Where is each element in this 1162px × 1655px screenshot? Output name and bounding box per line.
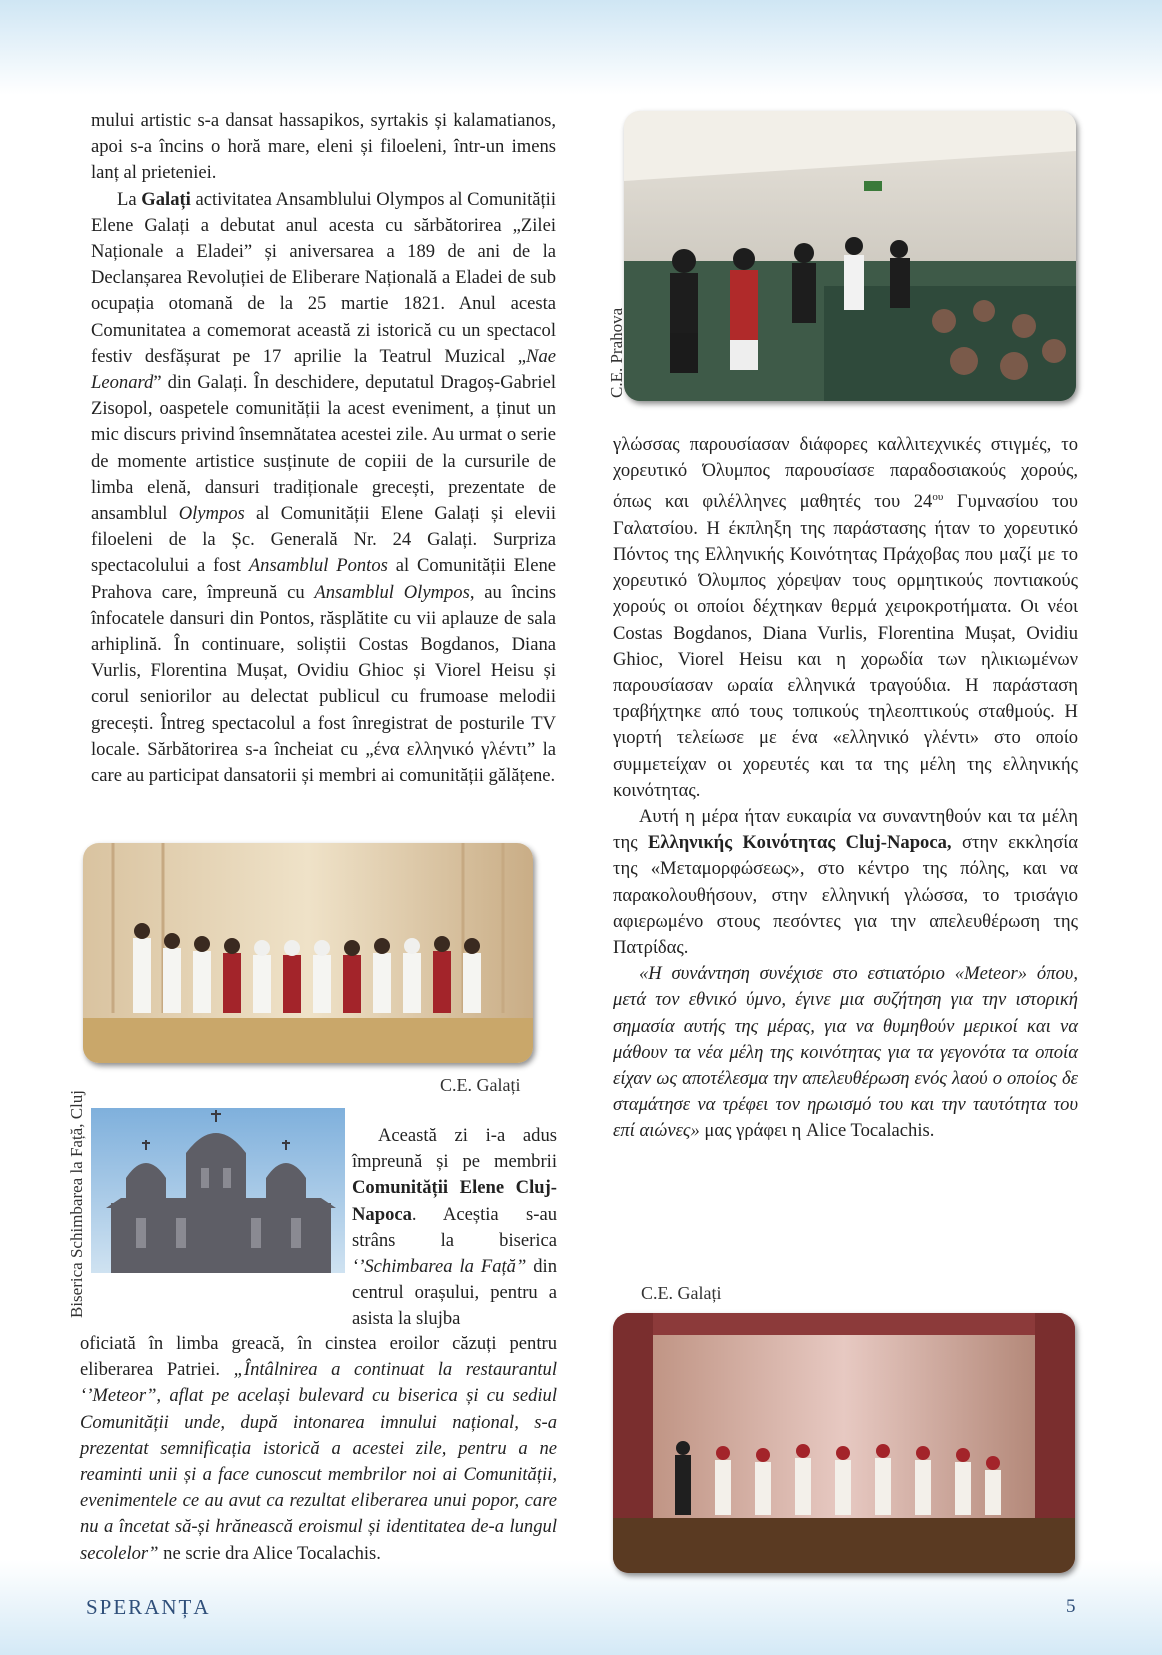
text-run-italic: «Η συνάντηση συνέχισε στο εστιατόριο «Meteor» όπου, μετά τον εθνικό ύμνο, έγινε μια συζήτηση για την ιστορική σημασία αυτής της μέρας, για να θυμηθούν μερικοί και να μάθουν τα νέα μέλη της κοινότητας για τα γεγονότα τα οποία είχαν ως αποτέλεσμα την απελευθέρωση ενός λαού ο οποίος δε σταμάτησε να τρέφει τον ηρωισμό του και την ταυτότητα του επί αιώνες»: [613, 963, 1078, 1142]
text-run-italic: Olympos: [178, 503, 245, 525]
right-paragraph-1: [613, 432, 1078, 804]
text-run: La: [117, 188, 142, 210]
caption-church: Biserica Schimbarea la Față, Cluj: [67, 1089, 86, 1318]
caption-prahova: C.E. Prahova: [607, 307, 626, 398]
church-text-block: [352, 1123, 557, 1333]
photo-church-image: [91, 1108, 345, 1273]
below-church-text: [80, 1331, 557, 1567]
photo-galati-dancers-1: [83, 843, 533, 1063]
left-paragraph-1: mului artistic s-a dansat hassapikos, syrtakis și kalamatianos, apoi s-a încins o horă mare, eleni și filoeleni, într-un imens lanț al prieteniei.: [91, 110, 556, 184]
text-run: Γυμνασίου του Γαλατσίου. Η έκπληξη της παράστασης ήταν το χορευτικό Πόντος της Ελληνικής Κοινότητας Πράχοβας που μαζί με το χορευτικό Όλυμπος χόρεψαν τους ορμητικούς ποντιακούς χορούς οι οποίοι δέχτηκαν θερμά χειροκροτήματα. Οι νέοι Costas Bogdanos, Diana Vurlis, Florentina Mușat, Ovidiu Ghioc, Viorel Heisu και η χορωδία των ηλικιωμένων παρουσίασαν ωραία ελληνικά τραγούδια. Η παράσταση τραβήχτηκε από τους τοπικούς τηλεοπτικούς σταθμούς. Η γιορτή τελείωσε με ένα «ελληνικό γλέντι» στο οποίο συμμετείχαν οι χορευτές και τα της μέλη της ελληνικής κοινότητας.: [613, 491, 1079, 801]
right-column: [613, 432, 1078, 1145]
left-paragraph-2: [91, 187, 556, 790]
right-paragraph-2: [613, 804, 1078, 961]
text-run: μας γράφει η Alice Tocalachis.: [699, 1120, 935, 1142]
church-paragraph: [352, 1123, 557, 1333]
below-church-paragraph: [80, 1331, 557, 1567]
text-run-italic: Ansamblul Pontos: [248, 555, 388, 577]
text-run: Această zi i-a adus împreună și pe membrii: [352, 1125, 557, 1173]
photo-galati-1-image: [83, 843, 533, 1063]
text-run: activitatea Ansamblului Olympos al Comunității Elene Galați a debutat anul acesta cu sărbătorirea „Zilei Naționale a Eladei” și aniversarea a 189 de ani de la Declanșarea Revoluției de Eliberare Națională a Eladei de sub ocupația otomană de la 25 martie 1821. Anul acesta Comunitatea a comemorat această zi istorică cu un spectacol festiv desfășurat pe 17 aprilie la Teatrul Muzical „: [91, 188, 556, 367]
text-run-italic: ‘’Schimbarea la Față”: [352, 1256, 527, 1278]
text-run: στην εκκλησία της «Μεταμορφώσεως», στο κέντρο της πόλης, και να παρακολουθήσουν, στην ελληνική γλώσσα, το τρισάγιο αφιερωμένο στους πεσόντες για την απελευθέρωση της Πατρίδας.: [613, 832, 1078, 959]
text-run: ” din Galați. În deschidere, deputatul Dragoș-Gabriel Zisopol, oaspetele comunității la acest eveniment, a ținut un mic discurs privind însemnătatea acestei zile. Au urmat o serie de momente artistice susținute de copiii de la cursurile de limba elenă, dansuri tradiționale grecești, prezentate de ansamblul: [91, 372, 556, 525]
text-run: din centrul orașului, pentru a asista la slujba: [352, 1256, 557, 1330]
text-run-bold: Galați: [141, 188, 191, 210]
photo-prahova-image: [624, 111, 1076, 401]
left-column: [91, 108, 556, 789]
text-run-italic: Ansamblul Olympos: [314, 581, 470, 603]
text-run: . Aceștia s-au strâns la biserica: [352, 1203, 557, 1251]
text-run: oficiată în limba greacă, în cinstea eroilor căzuți pentru eliberarea Patriei.: [80, 1333, 557, 1381]
photo-galati-2-image: [613, 1313, 1075, 1573]
text-run-bold: Comunității Elene Cluj-Napoca: [352, 1177, 557, 1225]
footer-magazine-title: SPERANȚA: [86, 1595, 211, 1619]
text-run: ne scrie dra Alice Tocalachis.: [158, 1542, 381, 1564]
text-run-italic: „Întâlnirea a continuat la restaurantul ‘’Meteor”, aflat pe același bulevard cu biserica și cu sediul Comunității unde, după intonarea imnului național, s-a prezentat semnificația istorică a acestei zile, pentru a ne reaminti unii și a face cunoscut membrilor noi ai Comunității, evenimentele ce au avut ca rezultat eliberarea unui popor, care nu a încetat să-și hrănească eroismul și identitatea de-a lungul secolelor”: [80, 1359, 558, 1564]
footer-page-number: 5: [1066, 1596, 1076, 1617]
text-run-bold: Ελληνικής Κοινότητας Cluj-Napoca,: [648, 832, 952, 854]
caption-galati-1: C.E. Galați: [440, 1075, 521, 1095]
text-run: Αυτή η μέρα ήταν ευκαιρία να συναντηθούν και τα μέλη της: [613, 806, 1078, 854]
superscript: ου: [932, 491, 944, 504]
right-paragraph-3: [613, 961, 1078, 1144]
text-run: al Comunității Elene Prahova care, împreună cu: [91, 555, 557, 603]
text-run-italic: Nae Leonard: [91, 345, 556, 394]
photo-church-cluj: [91, 1108, 345, 1273]
photo-galati-dancers-2: [613, 1313, 1075, 1573]
photo-prahova-dancers: [624, 111, 1076, 401]
text-run: , au încins înfocatele dansuri din Pontos, răsplătite cu vii aplauze de sala arhiplină. În continuare, soliștii Costas Bogdanos, Diana Vurlis, Florentina Mușat, Ovidiu Ghioc și Viorel Heisu și corul seniorilor au delectat publicul cu frumoase melodii grecești. Întreg spectacolul a fost înregistrat de posturile TV locale. Sărbătorirea s-a încheiat cu „ένα ελληνικό γλέντι” la care au participat dansatorii și membri ai comunității gălățene.: [91, 581, 556, 787]
text-run: γλώσσας παρουσίασαν διάφορες καλλιτεχνικές στιγμές, το χορευτικό Όλυμπος παρουσίασε παραδοσιακούς χορούς, όπως και φιλέλληνες μαθητές του 24: [613, 434, 1078, 513]
caption-galati-2: C.E. Galați: [641, 1283, 722, 1303]
text-run: al Comunității Elene Galați și elevii filoeleni de la Șc. Generală Nr. 24 Galați. Surpriza spectacolului a fost: [91, 503, 557, 577]
